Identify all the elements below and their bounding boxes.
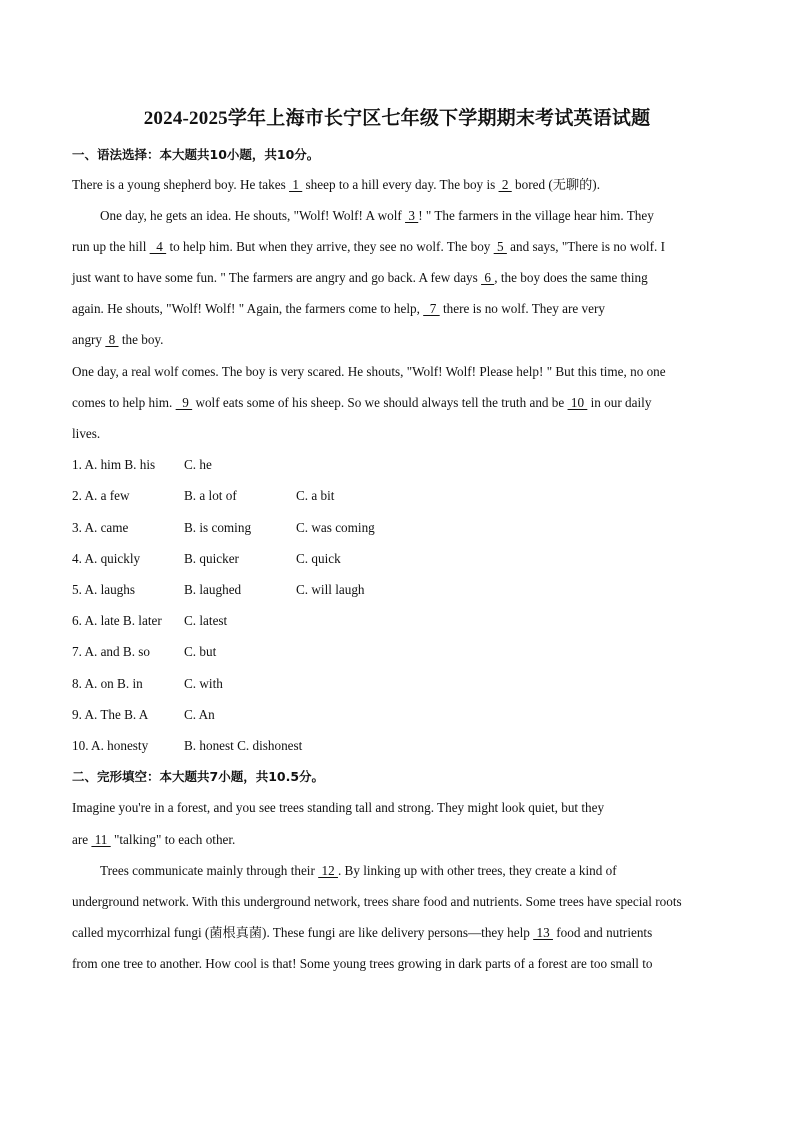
- passage2-line-6: from one tree to another. How cool is that! Some young trees growing in dark parts of a forest are too small to: [72, 956, 653, 971]
- blank-2[interactable]: 2: [498, 177, 512, 192]
- question-2-c[interactable]: C. a bit: [296, 488, 335, 503]
- passage1-line-8: [72, 394, 651, 412]
- passage1-line-4: [72, 269, 648, 287]
- blank-11[interactable]: 11: [91, 832, 111, 847]
- question-4-b[interactable]: B. quicker: [184, 551, 239, 566]
- text: are: [72, 832, 92, 847]
- blank-12[interactable]: 12: [318, 863, 338, 878]
- passage1-line-5: [72, 300, 605, 318]
- blank-8[interactable]: 8: [105, 332, 119, 347]
- text: sheep to a hill every day. The boy is: [302, 177, 499, 192]
- text: just want to have some fun. " The farmers are angry and go back. A few days: [72, 270, 482, 285]
- text: Trees communicate mainly through their: [100, 863, 319, 878]
- question-7-b[interactable]: C. but: [184, 644, 217, 659]
- text: to help him. But when they arrive, they see no wolf. The boy: [166, 239, 494, 254]
- passage2-line-5: [72, 924, 652, 942]
- text: again. He shouts, "Wolf! Wolf! " Again, the farmers come to help,: [72, 301, 424, 316]
- question-4-c[interactable]: C. quick: [296, 551, 341, 566]
- question-8-b[interactable]: C. with: [184, 676, 223, 691]
- passage1-line-2: [100, 207, 654, 225]
- question-6-b[interactable]: C. latest: [184, 613, 228, 628]
- blank-10[interactable]: 10: [567, 395, 588, 410]
- question-3-b[interactable]: B. is coming: [184, 520, 252, 535]
- text: food and nutrients: [552, 925, 653, 940]
- question-7-a[interactable]: 7. A. and B. so: [72, 644, 151, 659]
- question-3-c[interactable]: C. was coming: [296, 520, 375, 535]
- blank-6[interactable]: 6: [481, 270, 495, 285]
- section2-heading: 二、完形填空：本大题共7小题，共10.5分。: [72, 769, 325, 784]
- text: "talking" to each other.: [110, 832, 236, 847]
- passage1-line-3: [72, 238, 665, 256]
- text: the boy.: [118, 332, 164, 347]
- passage2-line-1: Imagine you're in a forest, and you see trees standing tall and strong. They might look quiet, but they: [72, 800, 605, 815]
- question-5-a[interactable]: 5. A. laughs: [72, 582, 136, 597]
- text: . By linking up with other trees, they create a kind of: [337, 863, 617, 878]
- text: ! " The farmers in the village hear him. They: [418, 208, 654, 223]
- text: run up the hill: [72, 239, 150, 254]
- blank-9[interactable]: 9: [175, 395, 193, 410]
- blank-4[interactable]: 4: [149, 239, 167, 254]
- text: One day, he gets an idea. He shouts, "Wolf! Wolf! A wolf: [100, 208, 406, 223]
- blank-1[interactable]: 1: [289, 177, 303, 192]
- text: called mycorrhizal fungi (菌根真菌). These fungi are like delivery persons—they help: [72, 925, 534, 940]
- question-2-a[interactable]: 2. A. a few: [72, 488, 130, 503]
- text: comes to help him.: [72, 395, 176, 410]
- question-10-b[interactable]: B. honest C. dishonest: [184, 738, 303, 753]
- text: and says, "There is no wolf. I: [506, 239, 665, 254]
- question-4-a[interactable]: 4. A. quickly: [72, 551, 141, 566]
- question-1-b[interactable]: C. he: [184, 457, 212, 472]
- question-8-a[interactable]: 8. A. on B. in: [72, 676, 143, 691]
- question-9-a[interactable]: 9. A. The B. A: [72, 707, 149, 722]
- question-9-b[interactable]: C. An: [184, 707, 215, 722]
- text: in our daily: [587, 395, 652, 410]
- section1-heading: 一、语法选择：本大题共10小题，共10分。: [72, 147, 320, 162]
- page-title: 2024-2025学年上海市长宁区七年级下学期期末考试英语试题: [143, 108, 651, 129]
- text: wolf eats some of his sheep. So we should always tell the truth and be: [192, 395, 568, 410]
- text: there is no wolf. They are very: [439, 301, 605, 316]
- blank-3[interactable]: 3: [405, 208, 419, 223]
- question-5-c[interactable]: C. will laugh: [296, 582, 365, 597]
- question-3-a[interactable]: 3. A. came: [72, 520, 129, 535]
- text: angry: [72, 332, 106, 347]
- passage1-line-7: One day, a real wolf comes. The boy is very scared. He shouts, "Wolf! Wolf! Please help! " But this time, no one: [72, 364, 666, 379]
- question-6-a[interactable]: 6. A. late B. later: [72, 613, 162, 628]
- blank-13[interactable]: 13: [533, 925, 553, 940]
- text: bored (无聊的).: [511, 177, 600, 192]
- question-1-a[interactable]: 1. A. him B. his: [72, 457, 156, 472]
- passage1-line-6: [72, 331, 163, 349]
- question-2-b[interactable]: B. a lot of: [184, 488, 237, 503]
- question-10-a[interactable]: 10. A. honesty: [72, 738, 149, 753]
- passage1-line-1: [72, 176, 600, 194]
- text: There is a young shepherd boy. He takes: [72, 177, 290, 192]
- passage1-line-9: lives.: [72, 426, 101, 441]
- blank-5[interactable]: 5: [493, 239, 507, 254]
- question-5-b[interactable]: B. laughed: [184, 582, 242, 597]
- blank-7[interactable]: 7: [423, 301, 440, 316]
- passage2-line-2: [72, 831, 235, 849]
- text: , the boy does the same thing: [494, 270, 648, 285]
- passage2-line-3: [100, 862, 617, 880]
- passage2-line-4: underground network. With this underground network, trees share food and nutrients. Some trees have special roots: [72, 894, 682, 909]
